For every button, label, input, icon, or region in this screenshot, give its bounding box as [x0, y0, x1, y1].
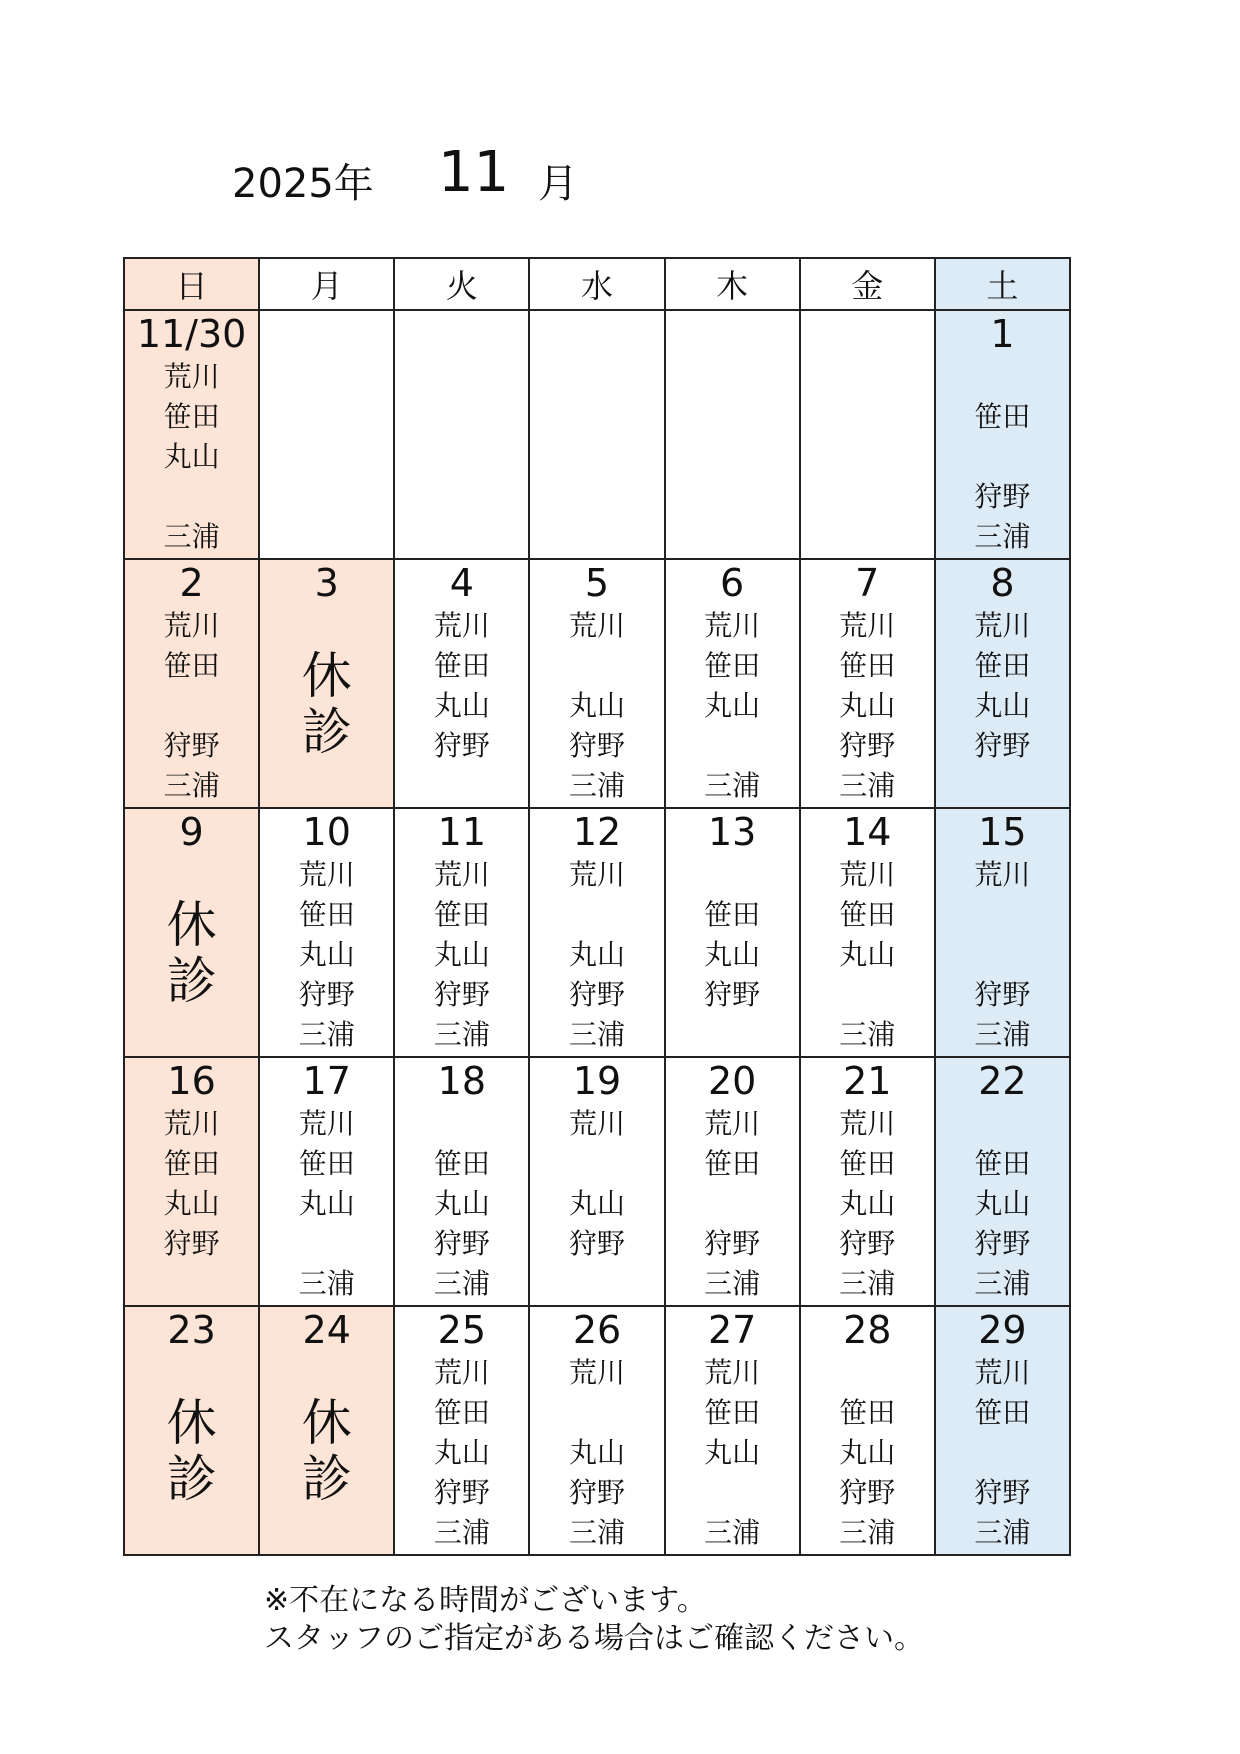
day-number: 15 — [978, 810, 1027, 854]
staff-name: 狩野 — [568, 729, 625, 762]
day-cell-closed — [124, 808, 259, 1057]
staff-name: 笹田 — [974, 1147, 1031, 1180]
staff-name — [801, 975, 934, 1015]
staff-name: 丸山 — [974, 1187, 1031, 1220]
staff-name — [530, 895, 663, 935]
day-cell — [665, 310, 800, 559]
staff-name: 三浦 — [433, 1018, 490, 1051]
staff-name: 丸山 — [433, 1436, 490, 1469]
staff-name: 笹田 — [839, 898, 896, 931]
staff-name — [666, 855, 799, 895]
day-number: 13 — [707, 810, 757, 854]
staff-name — [666, 397, 799, 437]
staff-name: 荒川 — [704, 1107, 761, 1140]
staff-name: 丸山 — [433, 689, 490, 722]
staff-name: 狩野 — [839, 1227, 896, 1260]
day-cell — [800, 559, 935, 808]
weekday-mon: 月 — [259, 258, 394, 310]
staff-name: 荒川 — [433, 609, 490, 642]
staff-name — [801, 397, 934, 437]
staff-name: 三浦 — [433, 1267, 490, 1300]
staff-name: 三浦 — [433, 1516, 490, 1549]
staff-name — [260, 397, 393, 437]
closed-label — [125, 897, 258, 1009]
staff-name: 狩野 — [974, 1476, 1031, 1509]
staff-name — [936, 1104, 1069, 1144]
closed-char: 休 — [166, 1394, 217, 1452]
day-cell — [529, 310, 664, 559]
day-number: 11/30 — [136, 312, 247, 356]
staff-name: 三浦 — [568, 1516, 625, 1549]
staff-name — [530, 517, 663, 557]
year-label: 2025年 — [232, 161, 374, 207]
day-cell — [665, 808, 800, 1057]
staff-name: 荒川 — [974, 858, 1031, 891]
day-cell — [259, 1057, 394, 1306]
staff-name: 荒川 — [298, 858, 355, 891]
day-cell-closed — [124, 1306, 259, 1555]
staff-name: 笹田 — [839, 1147, 896, 1180]
staff-name — [936, 437, 1069, 477]
staff-name — [801, 1353, 934, 1393]
day-cell-closed — [259, 559, 394, 808]
week-row — [124, 1057, 1070, 1306]
staff-name — [936, 1433, 1069, 1473]
day-cell — [935, 559, 1070, 808]
staff-name: 笹田 — [974, 400, 1031, 433]
staff-name — [666, 1015, 799, 1055]
day-number: 5 — [584, 561, 610, 605]
staff-name: 狩野 — [163, 1227, 220, 1260]
staff-name: 丸山 — [298, 1187, 355, 1220]
staff-name: 荒川 — [839, 1107, 896, 1140]
day-number: 16 — [167, 1059, 216, 1103]
day-number: 11 — [437, 810, 487, 854]
day-number — [666, 311, 799, 357]
closed-label — [260, 648, 393, 760]
weekday-header-row — [124, 258, 1070, 310]
staff-name: 荒川 — [568, 1356, 625, 1389]
staff-name: 狩野 — [163, 729, 220, 762]
day-number: 19 — [572, 1059, 622, 1103]
staff-name: 笹田 — [839, 1396, 896, 1429]
staff-name: 笹田 — [298, 1147, 355, 1180]
day-number: 3 — [314, 561, 339, 605]
day-number: 2 — [179, 561, 204, 605]
closed-char: 休 — [301, 647, 352, 705]
staff-name: 三浦 — [704, 769, 761, 802]
staff-name: 荒川 — [568, 858, 625, 891]
staff-name: 荒川 — [568, 1107, 625, 1140]
staff-name: 笹田 — [974, 1396, 1031, 1429]
staff-name: 笹田 — [163, 400, 220, 433]
staff-name: 狩野 — [433, 1476, 490, 1509]
day-cell — [529, 559, 664, 808]
staff-name — [666, 437, 799, 477]
day-cell — [529, 808, 664, 1057]
staff-name — [530, 397, 663, 437]
weekday-tue: 火 — [394, 258, 529, 310]
staff-name — [125, 477, 258, 517]
staff-name — [530, 437, 663, 477]
staff-name — [395, 517, 528, 557]
staff-name: 丸山 — [839, 1436, 896, 1469]
week-row — [124, 1306, 1070, 1555]
staff-name: 荒川 — [704, 609, 761, 642]
staff-name: 笹田 — [704, 649, 761, 682]
day-cell — [935, 1057, 1070, 1306]
staff-name: 狩野 — [839, 1476, 896, 1509]
closed-char: 診 — [166, 1450, 217, 1508]
staff-name — [260, 357, 393, 397]
day-cell — [124, 1057, 259, 1306]
staff-name — [801, 437, 934, 477]
staff-name: 荒川 — [974, 1356, 1031, 1389]
weekday-fri: 金 — [800, 258, 935, 310]
calendar-header — [0, 140, 1240, 220]
staff-name: 丸山 — [974, 689, 1031, 722]
day-cell — [800, 310, 935, 559]
staff-name — [801, 517, 934, 557]
day-number: 27 — [707, 1308, 757, 1352]
day-cell — [800, 808, 935, 1057]
day-cell — [124, 559, 259, 808]
month-label: 月 — [538, 161, 578, 207]
day-cell — [800, 1057, 935, 1306]
day-cell — [259, 808, 394, 1057]
day-cell — [935, 808, 1070, 1057]
weekday-sat: 土 — [935, 258, 1070, 310]
staff-name: 荒川 — [163, 609, 220, 642]
staff-name: 笹田 — [433, 898, 490, 931]
staff-name: 狩野 — [974, 729, 1031, 762]
month-number: 11 — [438, 140, 510, 205]
day-number — [260, 311, 393, 357]
day-number — [395, 311, 528, 357]
staff-name — [125, 1264, 258, 1304]
staff-name: 荒川 — [433, 858, 490, 891]
day-cell — [935, 310, 1070, 559]
staff-name: 荒川 — [839, 609, 896, 642]
closed-label — [260, 1395, 393, 1507]
day-cell — [529, 1306, 664, 1555]
staff-name: 狩野 — [974, 978, 1031, 1011]
staff-name — [395, 477, 528, 517]
day-number: 22 — [978, 1059, 1027, 1103]
staff-name: 荒川 — [568, 609, 625, 642]
day-cell — [394, 1057, 529, 1306]
staff-name: 狩野 — [433, 978, 490, 1011]
day-number: 25 — [437, 1308, 487, 1352]
staff-name — [801, 477, 934, 517]
monthly-calendar — [123, 257, 1071, 1556]
staff-name: 笹田 — [163, 1147, 220, 1180]
closed-char: 診 — [166, 952, 217, 1010]
staff-name: 三浦 — [974, 1516, 1031, 1549]
staff-name: 笹田 — [433, 649, 490, 682]
day-cell — [935, 1306, 1070, 1555]
closed-char: 休 — [166, 896, 217, 954]
day-cell — [665, 1306, 800, 1555]
staff-name: 丸山 — [568, 1436, 625, 1469]
closed-char: 休 — [301, 1394, 352, 1452]
staff-name: 三浦 — [839, 1267, 896, 1300]
staff-name: 狩野 — [704, 978, 761, 1011]
staff-name — [530, 646, 663, 686]
staff-name: 丸山 — [704, 938, 761, 971]
staff-name — [530, 1144, 663, 1184]
note-line: ※不在になる時間がございます。 — [264, 1583, 707, 1618]
staff-name: 狩野 — [568, 1476, 625, 1509]
day-number: 20 — [707, 1059, 757, 1103]
staff-name: 三浦 — [839, 1018, 896, 1051]
staff-name: 丸山 — [839, 938, 896, 971]
day-number: 10 — [302, 810, 351, 854]
staff-name: 笹田 — [839, 649, 896, 682]
staff-name: 三浦 — [704, 1516, 761, 1549]
staff-name: 笹田 — [433, 1396, 490, 1429]
staff-name: 丸山 — [163, 440, 220, 473]
day-number — [801, 311, 934, 357]
staff-name: 丸山 — [568, 689, 625, 722]
staff-name: 狩野 — [433, 729, 490, 762]
note-line: スタッフのご指定がある場合はご確認ください。 — [264, 1621, 924, 1656]
day-cell — [394, 559, 529, 808]
staff-name: 笹田 — [974, 649, 1031, 682]
staff-name: 丸山 — [839, 1187, 896, 1220]
staff-name: 丸山 — [568, 1187, 625, 1220]
week-row — [124, 310, 1070, 559]
staff-name: 丸山 — [298, 938, 355, 971]
staff-name — [666, 357, 799, 397]
day-number: 14 — [843, 810, 892, 854]
staff-name: 三浦 — [839, 769, 896, 802]
weekday-thu: 木 — [665, 258, 800, 310]
day-number: 23 — [167, 1308, 216, 1352]
staff-name: 丸山 — [433, 1187, 490, 1220]
day-cell — [529, 1057, 664, 1306]
staff-name — [666, 1473, 799, 1513]
staff-name: 三浦 — [704, 1267, 761, 1300]
staff-name: 荒川 — [704, 1356, 761, 1389]
staff-name — [801, 357, 934, 397]
staff-name: 丸山 — [704, 689, 761, 722]
staff-name — [260, 517, 393, 557]
staff-name: 丸山 — [704, 1436, 761, 1469]
day-number: 26 — [572, 1308, 622, 1352]
staff-name: 丸山 — [568, 938, 625, 971]
staff-name: 笹田 — [298, 898, 355, 931]
staff-name: 三浦 — [568, 1018, 625, 1051]
staff-name — [666, 517, 799, 557]
staff-name: 狩野 — [433, 1227, 490, 1260]
staff-name: 荒川 — [298, 1107, 355, 1140]
staff-name — [125, 686, 258, 726]
day-number: 8 — [990, 561, 1015, 605]
day-cell-closed — [259, 1306, 394, 1555]
staff-name: 三浦 — [163, 520, 220, 553]
day-number: 7 — [855, 561, 880, 605]
staff-name: 狩野 — [704, 1227, 761, 1260]
staff-name — [395, 1104, 528, 1144]
day-number — [530, 311, 663, 357]
day-cell — [394, 310, 529, 559]
day-cell — [394, 1306, 529, 1555]
staff-name: 狩野 — [974, 480, 1031, 513]
closed-label — [125, 1395, 258, 1507]
staff-name — [666, 1184, 799, 1224]
footer-notes — [264, 1582, 924, 1658]
day-number: 21 — [843, 1059, 892, 1103]
staff-name: 狩野 — [298, 978, 355, 1011]
staff-name — [530, 1264, 663, 1304]
day-number: 6 — [720, 561, 745, 605]
staff-name: 荒川 — [163, 360, 220, 393]
closed-char: 診 — [301, 703, 352, 761]
staff-name: 三浦 — [298, 1267, 355, 1300]
day-number: 12 — [572, 810, 622, 854]
staff-name: 狩野 — [974, 1227, 1031, 1260]
staff-name: 笹田 — [704, 898, 761, 931]
staff-name — [666, 477, 799, 517]
staff-name — [936, 895, 1069, 935]
day-number: 18 — [437, 1059, 487, 1103]
staff-name: 荒川 — [839, 858, 896, 891]
staff-name: 三浦 — [298, 1018, 355, 1051]
weekday-wed: 水 — [529, 258, 664, 310]
closed-char: 診 — [301, 1450, 352, 1508]
staff-name: 笹田 — [704, 1396, 761, 1429]
week-row — [124, 559, 1070, 808]
day-cell — [800, 1306, 935, 1555]
day-cell — [665, 559, 800, 808]
staff-name: 丸山 — [433, 938, 490, 971]
day-number: 24 — [302, 1308, 351, 1352]
day-number: 28 — [843, 1308, 892, 1352]
staff-name: 笹田 — [704, 1147, 761, 1180]
staff-name — [530, 477, 663, 517]
staff-name: 笹田 — [433, 1147, 490, 1180]
staff-name — [530, 1393, 663, 1433]
staff-name — [530, 357, 663, 397]
staff-name — [395, 437, 528, 477]
day-cell — [665, 1057, 800, 1306]
staff-name: 三浦 — [974, 1018, 1031, 1051]
staff-name: 狩野 — [839, 729, 896, 762]
staff-name: 三浦 — [568, 769, 625, 802]
day-number: 9 — [179, 810, 204, 854]
staff-name: 荒川 — [974, 609, 1031, 642]
staff-name — [260, 1224, 393, 1264]
staff-name — [936, 357, 1069, 397]
staff-name: 狩野 — [568, 1227, 625, 1260]
staff-name: 三浦 — [974, 1267, 1031, 1300]
day-cell — [259, 310, 394, 559]
staff-name — [260, 437, 393, 477]
staff-name: 丸山 — [163, 1187, 220, 1220]
day-number: 17 — [302, 1059, 351, 1103]
day-number: 4 — [449, 561, 474, 605]
staff-name: 狩野 — [568, 978, 625, 1011]
staff-name — [395, 357, 528, 397]
day-number: 29 — [978, 1308, 1027, 1352]
staff-name: 三浦 — [974, 520, 1031, 553]
staff-name: 荒川 — [433, 1356, 490, 1389]
day-cell — [394, 808, 529, 1057]
staff-name — [936, 935, 1069, 975]
staff-name — [936, 766, 1069, 806]
staff-name: 三浦 — [163, 769, 220, 802]
staff-name — [395, 397, 528, 437]
staff-name — [260, 477, 393, 517]
staff-name: 荒川 — [163, 1107, 220, 1140]
staff-name — [666, 726, 799, 766]
staff-name — [395, 766, 528, 806]
weekday-sun: 日 — [124, 258, 259, 310]
staff-name: 笹田 — [163, 649, 220, 682]
week-row — [124, 808, 1070, 1057]
staff-name: 丸山 — [839, 689, 896, 722]
day-number: 1 — [990, 312, 1015, 356]
day-cell — [124, 310, 259, 559]
staff-name: 三浦 — [839, 1516, 896, 1549]
